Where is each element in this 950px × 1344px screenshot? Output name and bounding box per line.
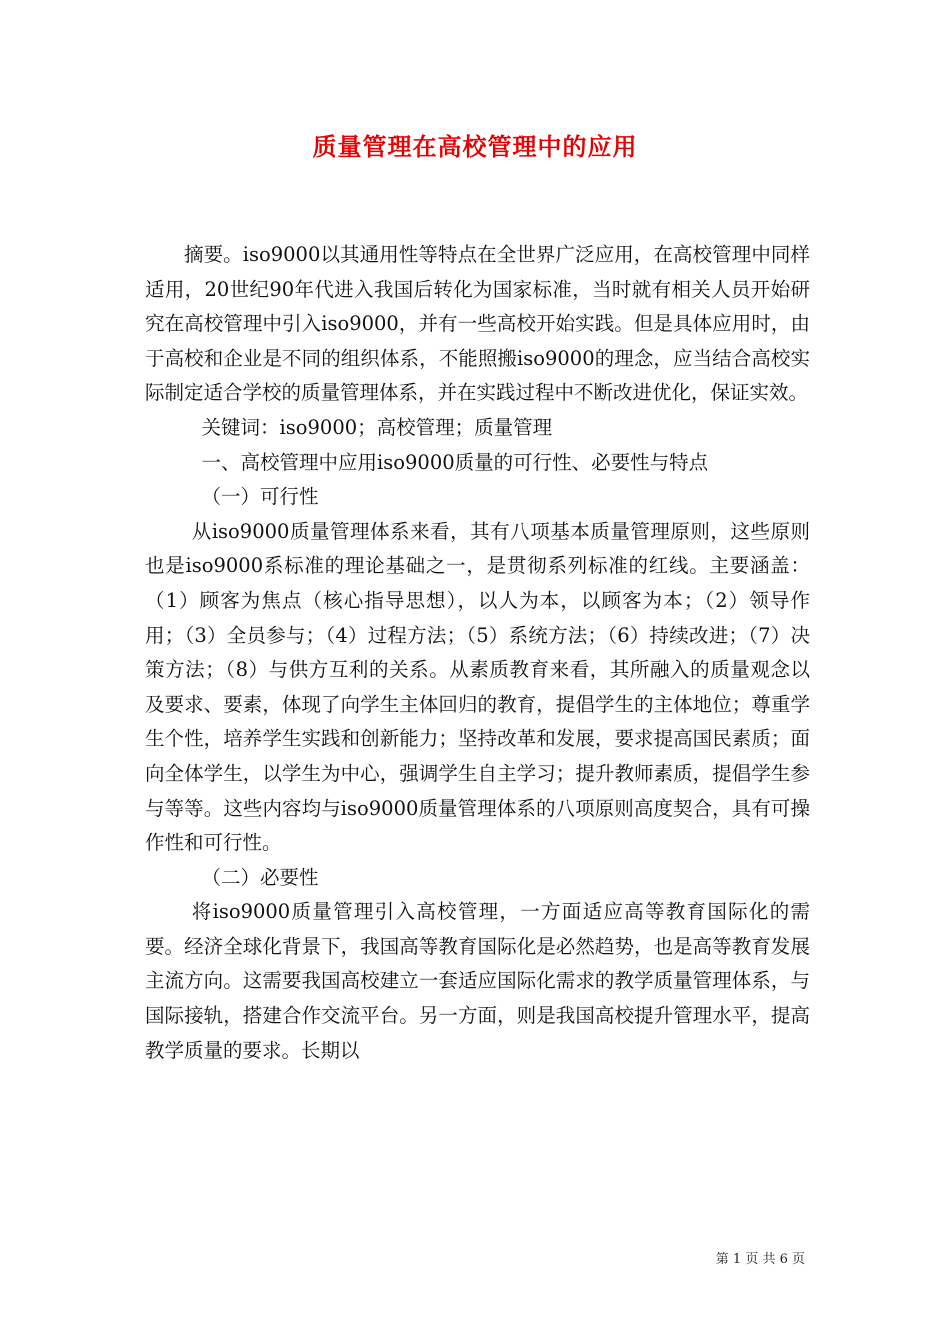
abstract-paragraph: 摘要。iso9000以其通用性等特点在全世界广泛应用，在高校管理中同样适用，20世纪90年代进入我国后转化为国家标准，当时就有相关人员开始研究在高校管理中引入iso9000，并有一些高校开始实践。但是具体应用时，由于高校和企业是不同的组织体系，不能照搬iso9000的理念，应当结合高校实际制定适合学校的质量管理体系，并在实践过程中不断改进优化，保证实效。 <box>145 243 810 405</box>
document-body <box>145 238 810 1068</box>
subsection-heading-necessity: （二）必要性 <box>201 865 319 889</box>
necessity-paragraph: 将iso9000质量管理引入高校管理，一方面适应高等教育国际化的需要。经济全球化背景下，我国高等教育国际化是必然趋势，也是高等教育发展主流方向。这需要我国高校建立一套适应国际化需求的教学质量管理体系，与国际接轨，搭建合作交流平台。另一方面，则是我国高校提升管理水平，提高教学质量的要求。长期以 <box>145 900 810 1062</box>
keywords-paragraph: 关键词：iso9000；高校管理；质量管理 <box>201 415 553 439</box>
feasibility-paragraph: 从iso9000质量管理体系来看，其有八项基本质量管理原则，这些原则也是iso9000系标准的理论基础之一，是贯彻系列标准的红线。主要涵盖：（1）顾客为焦点（核心指导思想），以人为本，以顾客为本；（2）领导作用；（3）全员参与；（4）过程方法；（5）系统方法；（6）持续改进；（7）决策方法；（8）与供方互利的关系。从素质教育来看，其所融入的质量观念以及要求、要素，体现了向学生主体回归的教育，提倡学生的主体地位；尊重学生个性，培养学生实践和创新能力；坚持改革和发展，要求提高国民素质；面向全体学生，以学生为中心，强调学生自主学习；提升教师素质，提倡学生参与等等。这些内容均与iso9000质量管理体系的八项原则高度契合，具有可操作性和可行性。 <box>145 519 810 855</box>
section-heading: 一、高校管理中应用iso9000质量的可行性、必要性与特点 <box>201 450 709 474</box>
subsection-heading-feasibility: （一）可行性 <box>201 485 319 509</box>
page-number-footer: 第 1 页 共 6 页 <box>715 1252 805 1267</box>
document-title: 质量管理在高校管理中的应用 <box>312 132 638 161</box>
